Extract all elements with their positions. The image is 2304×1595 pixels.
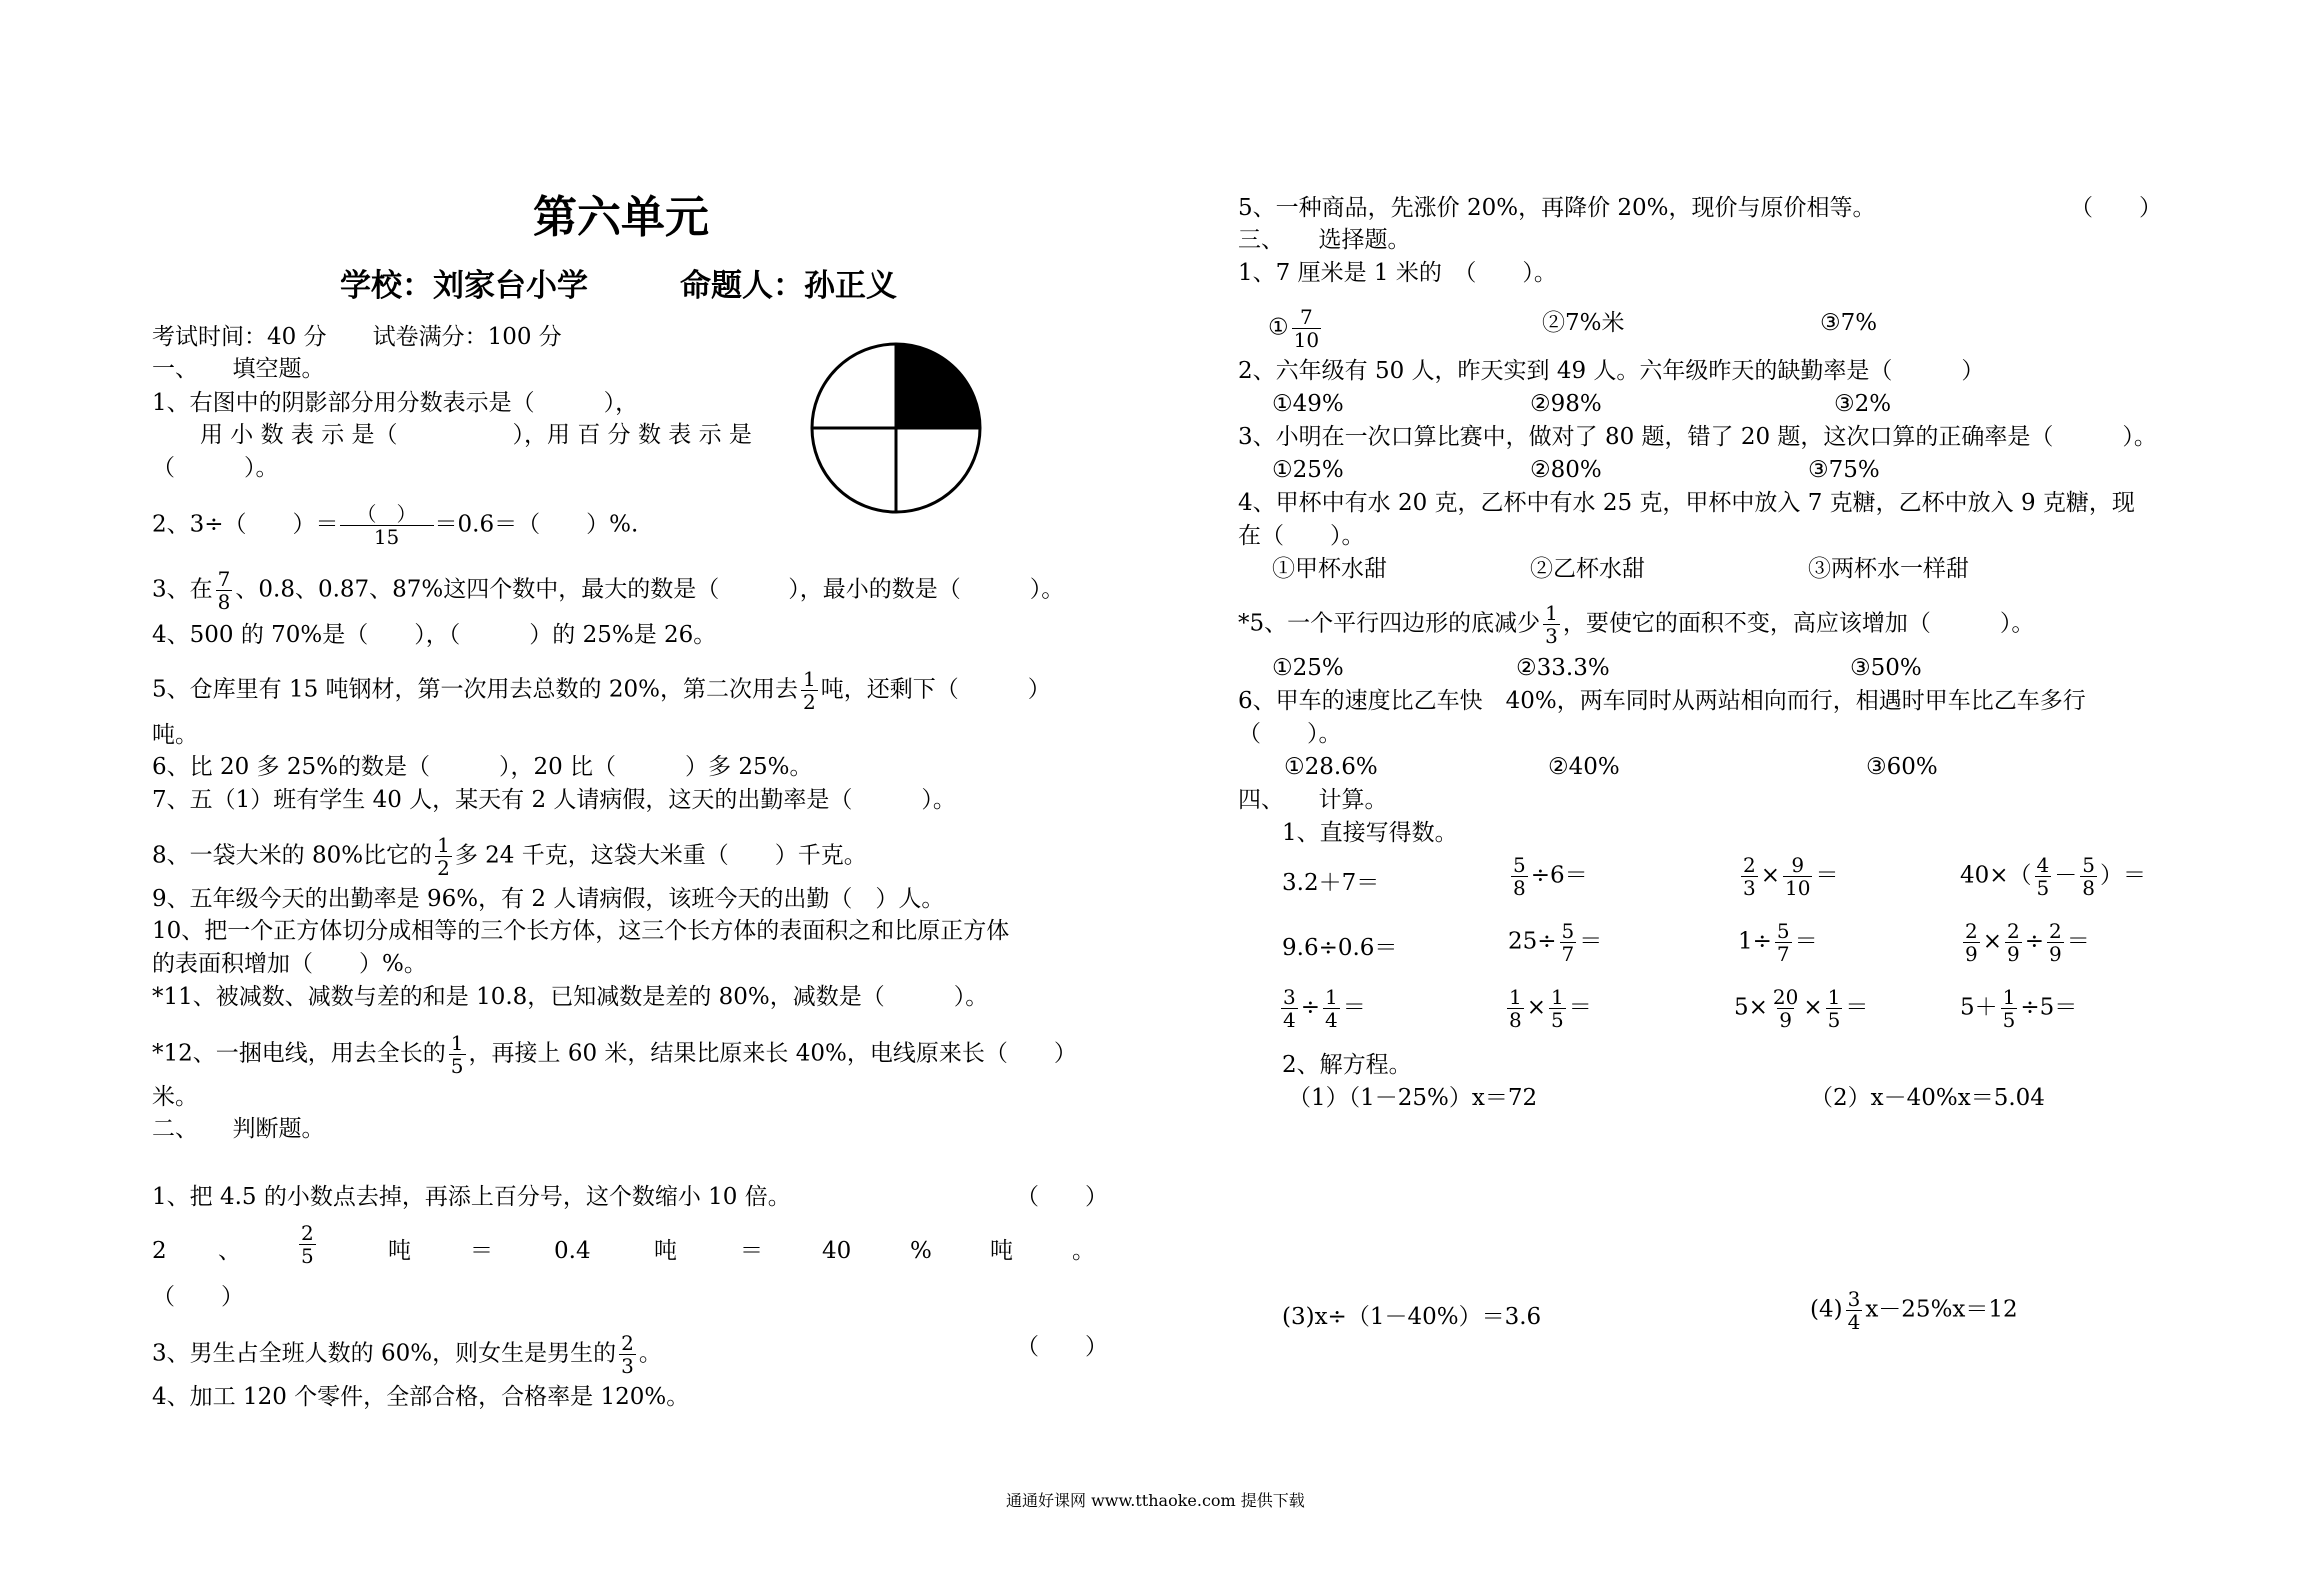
calc-eq3: (3)x÷（1－40%）＝3.6 xyxy=(1282,1304,1542,1330)
calc-r2c4: $\frac{2}{9}$ × $\frac{2}{9}$ ÷ $\frac{2}{9}$ ＝ xyxy=(1965,919,2090,966)
school-label: 学校：刘家台小学 xyxy=(340,268,588,304)
shaded-circle-diagram xyxy=(806,338,986,518)
exam-info: 考试时间：40 分 试卷满分：100 分 xyxy=(152,324,562,350)
calc-r1c4: 40×（ $\frac{4}{5}$ － $\frac{5}{8}$ ）＝ xyxy=(1960,853,2147,900)
fill-q10-line2: 的表面积增加（ ）%。 xyxy=(152,951,427,977)
choice-q6-opt3: ③60% xyxy=(1866,754,1938,780)
fill-q2: 2、3÷（ ）＝ $\frac{( )}{15}$ ＝0.6＝（ ）%. xyxy=(152,502,639,549)
calc-r1c3: $\frac{2}{3}$ × $\frac{9}{10}$ ＝ xyxy=(1743,853,1839,900)
fill-q1-line3: （ ）。 xyxy=(152,455,279,481)
choice-q3-opt1: ①25% xyxy=(1272,457,1344,483)
calc-r2c2: 25÷ $\frac{5}{7}$ ＝ xyxy=(1508,919,1603,966)
calc-r3c1: $\frac{3}{4}$ ÷ $\frac{1}{4}$ ＝ xyxy=(1283,985,1366,1032)
calc-eq1: （1）（1－25%）x＝72 xyxy=(1288,1085,1538,1111)
calc-r3c2: $\frac{1}{8}$ × $\frac{1}{5}$ ＝ xyxy=(1509,985,1592,1032)
judge-q2-eq1: ＝ xyxy=(470,1238,493,1264)
judge-q2-unit3: 吨 xyxy=(990,1238,1013,1264)
calc-r2c1: 9.6÷0.6＝ xyxy=(1282,935,1398,961)
judge-q2-frac: $\frac{2}{5}$ xyxy=(301,1221,314,1268)
choice-q5-opt1: ①25% xyxy=(1272,655,1344,681)
fill-q5: 5、仓库里有 15 吨钢材，第一次用去总数的 20%，第二次用去 $\frac{1}{2}$ 吨，还剩下（ ） xyxy=(152,667,1051,714)
fill-q12: *12、一捆电线，用去全长的 $\frac{1}{5}$ ，再接上 60 米，结果比原来长 40%，电线原来长（ ） xyxy=(152,1031,1077,1078)
fill-q11: *11、被减数、减数与差的和是 10.8，已知减数是差的 80%，减数是（ ）。 xyxy=(152,984,989,1010)
calc-eq4: (4) $\frac{3}{4}$ x－25%x＝12 xyxy=(1810,1287,2018,1334)
calc-r1c1: 3.2＋7＝ xyxy=(1282,870,1380,896)
choice-q6-line2: （ ）。 xyxy=(1238,721,1342,747)
judge-q2-val: 0.4 xyxy=(554,1238,591,1264)
section-fill-heading: 一、 填空题。 xyxy=(152,356,325,382)
fill-q10-line1: 10、把一个正方体切分成相等的三个长方体，这三个长方体的表面积之和比原正方体 xyxy=(152,918,1010,944)
choice-q1: 1、7 厘米是 1 米的 （ ）。 xyxy=(1238,260,1557,286)
choice-q2-opt1: ①49% xyxy=(1272,391,1344,417)
judge-q5-paren: （ ） xyxy=(2070,195,2162,221)
judge-q2-paren: （ ） xyxy=(152,1284,244,1310)
judge-q2-end: 。 xyxy=(1072,1238,1095,1264)
judge-q2-sep: 、 xyxy=(218,1238,241,1264)
judge-q3-paren: （ ） xyxy=(1016,1334,1108,1360)
calc-r1c2: $\frac{5}{8}$ ÷6＝ xyxy=(1513,853,1588,900)
calc-sub2-heading: 2、解方程。 xyxy=(1282,1052,1412,1078)
choice-q6-line1: 6、甲车的速度比乙车快 40%，两车同时从两站相向而行，相遇时甲车比乙车多行 xyxy=(1238,688,2086,714)
calc-r3c3: 5× $\frac{20}{9}$ × $\frac{1}{5}$ ＝ xyxy=(1734,985,1869,1032)
fill-q1-line1: 1、右图中的阴影部分用分数表示是（ ）， xyxy=(152,390,639,416)
judge-q2-unit1: 吨 xyxy=(388,1238,411,1264)
choice-q1-opt3: ③7% xyxy=(1820,310,1878,336)
choice-q1-opt1: ① $\frac{7}{10}$ xyxy=(1268,305,1320,352)
choice-q5-opt2: ②33.3% xyxy=(1516,655,1610,681)
judge-q2-pct: % xyxy=(910,1238,932,1264)
choice-q2: 2、六年级有 50 人，昨天实到 49 人。六年级昨天的缺勤率是（ ） xyxy=(1238,358,1985,384)
judge-q4: 4、加工 120 个零件，全部合格，合格率是 120%。 xyxy=(152,1384,690,1410)
choice-q5: *5、一个平行四边形的底减少 $\frac{1}{3}$ ，要使它的面积不变，高应该增加（ ）。 xyxy=(1238,601,2035,648)
choice-q4-line1: 4、甲杯中有水 20 克，乙杯中有水 25 克，甲杯中放入 7 克糖，乙杯中放入 9 克糖，现 xyxy=(1238,490,2135,516)
choice-q2-opt3: ③2% xyxy=(1834,391,1892,417)
choice-q5-opt3: ③50% xyxy=(1850,655,1922,681)
choice-q1-opt2: ②7%米 xyxy=(1542,310,1625,336)
fill-q4: 4、500 的 70%是（ ），（ ）的 25%是 26。 xyxy=(152,622,717,648)
fill-q3: 3、在 $\frac{7}{8}$ 、0.8、0.87、87%这四个数中，最大的数是（ ），最小的数是（ ）。 xyxy=(152,567,1065,614)
fill-q1-line2: 用 小 数 表 示 是（ ），用 百 分 数 表 示 是 xyxy=(200,422,752,448)
choice-q3-opt2: ②80% xyxy=(1530,457,1602,483)
footer-credit: 通通好课网 www.tthaoke.com 提供下载 xyxy=(1006,1491,1305,1510)
author-label: 命题人：孙正义 xyxy=(680,268,897,304)
section-calc-heading: 四、 计算。 xyxy=(1238,787,1388,813)
judge-q5: 5、一种商品，先涨价 20%，再降价 20%，现价与原价相等。 xyxy=(1238,195,1876,221)
judge-q2-num: 2 xyxy=(152,1238,167,1264)
choice-q3: 3、小明在一次口算比赛中，做对了 80 题，错了 20 题，这次口算的正确率是（ ）。 xyxy=(1238,424,2157,450)
page-title: 第六单元 xyxy=(533,192,709,243)
choice-q4-opt2: ②乙杯水甜 xyxy=(1530,556,1645,582)
judge-q1-paren: （ ） xyxy=(1016,1184,1108,1210)
choice-q4-opt1: ①甲杯水甜 xyxy=(1272,556,1387,582)
judge-q3: 3、男生占全班人数的 60%，则女生是男生的 $\frac{2}{3}$ 。 xyxy=(152,1331,662,1378)
choice-q3-opt3: ③75% xyxy=(1808,457,1880,483)
choice-q4-line2: 在（ ）。 xyxy=(1238,523,1365,549)
calc-sub1-heading: 1、直接写得数。 xyxy=(1282,820,1458,846)
judge-q2-unit2: 吨 xyxy=(654,1238,677,1264)
calc-r3c4: 5＋ $\frac{1}{5}$ ÷5＝ xyxy=(1960,985,2078,1032)
choice-q6-opt1: ①28.6% xyxy=(1284,754,1378,780)
calc-eq2: （2）x－40%x＝5.04 xyxy=(1810,1085,2045,1111)
judge-q2-eq2: ＝ xyxy=(740,1238,763,1264)
fill-q5-line2: 吨。 xyxy=(152,722,198,748)
choice-q2-opt2: ②98% xyxy=(1530,391,1602,417)
fill-q12-line2: 米。 xyxy=(152,1084,198,1110)
choice-q4-opt3: ③两杯水一样甜 xyxy=(1808,556,1969,582)
fill-q8: 8、一袋大米的 80%比它的 $\frac{1}{2}$ 多 24 千克，这袋大米重（ ）千克。 xyxy=(152,833,867,880)
judge-q2-pct-val: 40 xyxy=(822,1238,852,1264)
fill-q7: 7、五（1）班有学生 40 人，某天有 2 人请病假，这天的出勤率是（ ）。 xyxy=(152,787,956,813)
fill-q6: 6、比 20 多 25%的数是（ ），20 比（ ）多 25%。 xyxy=(152,754,813,780)
choice-q6-opt2: ②40% xyxy=(1548,754,1620,780)
judge-q1: 1、把 4.5 的小数点去掉，再添上百分号，这个数缩小 10 倍。 xyxy=(152,1184,791,1210)
fill-q9: 9、五年级今天的出勤率是 96%，有 2 人请病假，该班今天的出勤（ ）人。 xyxy=(152,886,945,912)
section-judge-heading: 二、 判断题。 xyxy=(152,1116,325,1142)
section-choice-heading: 三、 选择题。 xyxy=(1238,227,1411,253)
calc-r2c3: 1÷ $\frac{5}{7}$ ＝ xyxy=(1738,919,1818,966)
